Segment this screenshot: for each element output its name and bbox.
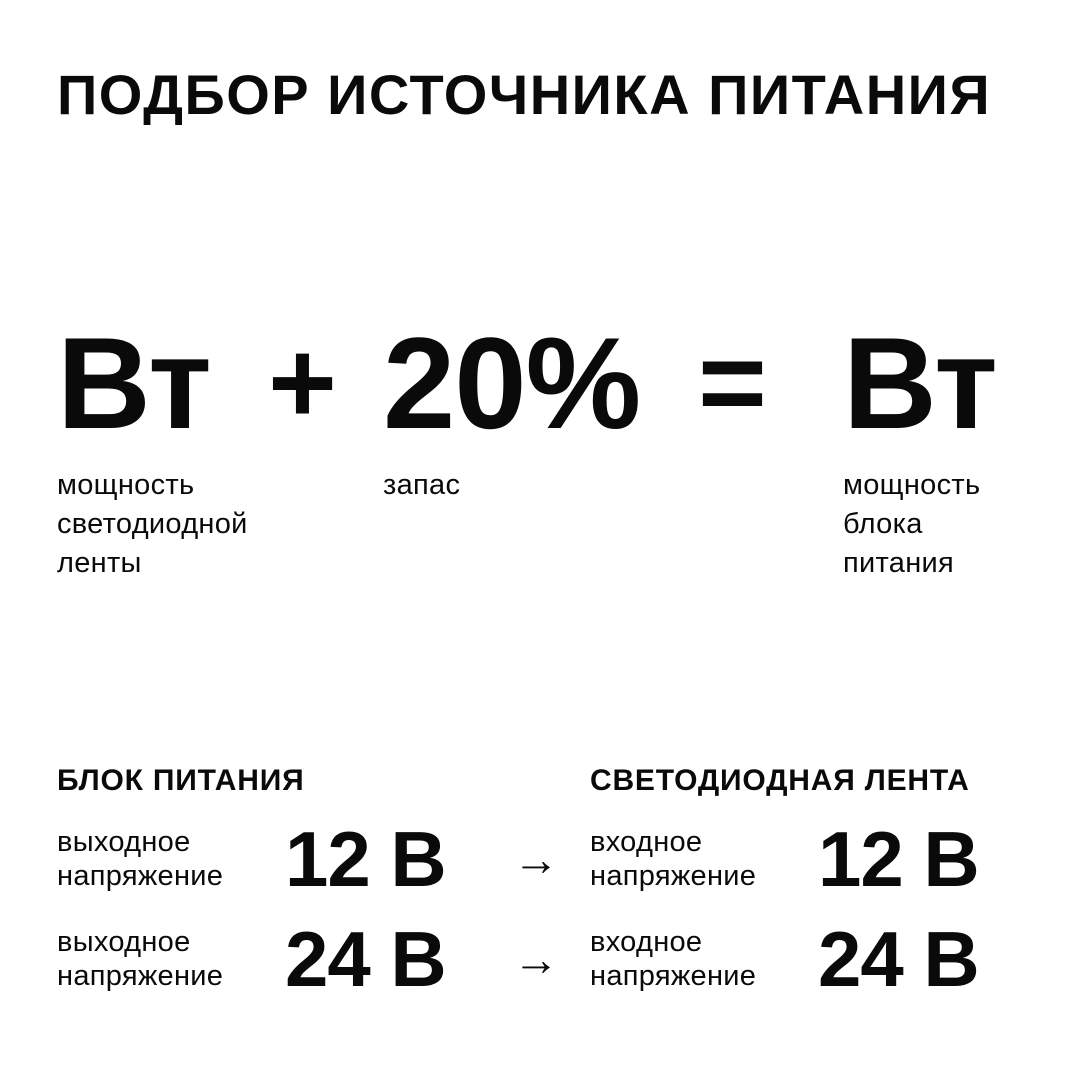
psu-section-header: БЛОК ПИТАНИЯ	[57, 764, 305, 797]
psu-output-voltage-value: 12 В	[285, 815, 446, 903]
strip-row-12v	[590, 815, 979, 903]
reserve-percent-value: 20%	[383, 310, 641, 456]
strip-input-voltage-label: входное напряжение	[590, 926, 757, 992]
strip-watts-label: мощность светодиодной ленты	[57, 469, 248, 579]
psu-row-12v	[57, 815, 446, 903]
page-title: ПОДБОР ИСТОЧНИКА ПИТАНИЯ	[57, 63, 992, 126]
formula-term-psu-watts	[843, 310, 1018, 583]
led-strip-section-header: СВЕТОДИОДНАЯ ЛЕНТА	[590, 764, 970, 797]
psu-watts-label: мощность блока питания	[843, 469, 981, 579]
right-arrow-icon: →	[513, 933, 559, 985]
psu-output-voltage-label: выходное напряжение	[57, 926, 224, 992]
plus-operator: +	[268, 317, 337, 449]
equals-operator: =	[698, 317, 767, 449]
reserve-label: запас	[383, 469, 461, 501]
strip-input-voltage-value: 12 В	[818, 815, 979, 903]
strip-input-voltage-value: 24 В	[818, 915, 979, 1003]
psu-row-24v	[57, 915, 446, 1003]
psu-output-voltage-value: 24 В	[285, 915, 446, 1003]
formula-term-reserve	[383, 310, 641, 505]
psu-output-voltage-label: выходное напряжение	[57, 826, 224, 892]
strip-watts-value: Вт	[57, 310, 211, 456]
strip-row-24v	[590, 915, 979, 1003]
right-arrow-icon: →	[513, 833, 559, 885]
strip-input-voltage-label: входное напряжение	[590, 826, 757, 892]
psu-watts-value: Вт	[843, 310, 997, 456]
